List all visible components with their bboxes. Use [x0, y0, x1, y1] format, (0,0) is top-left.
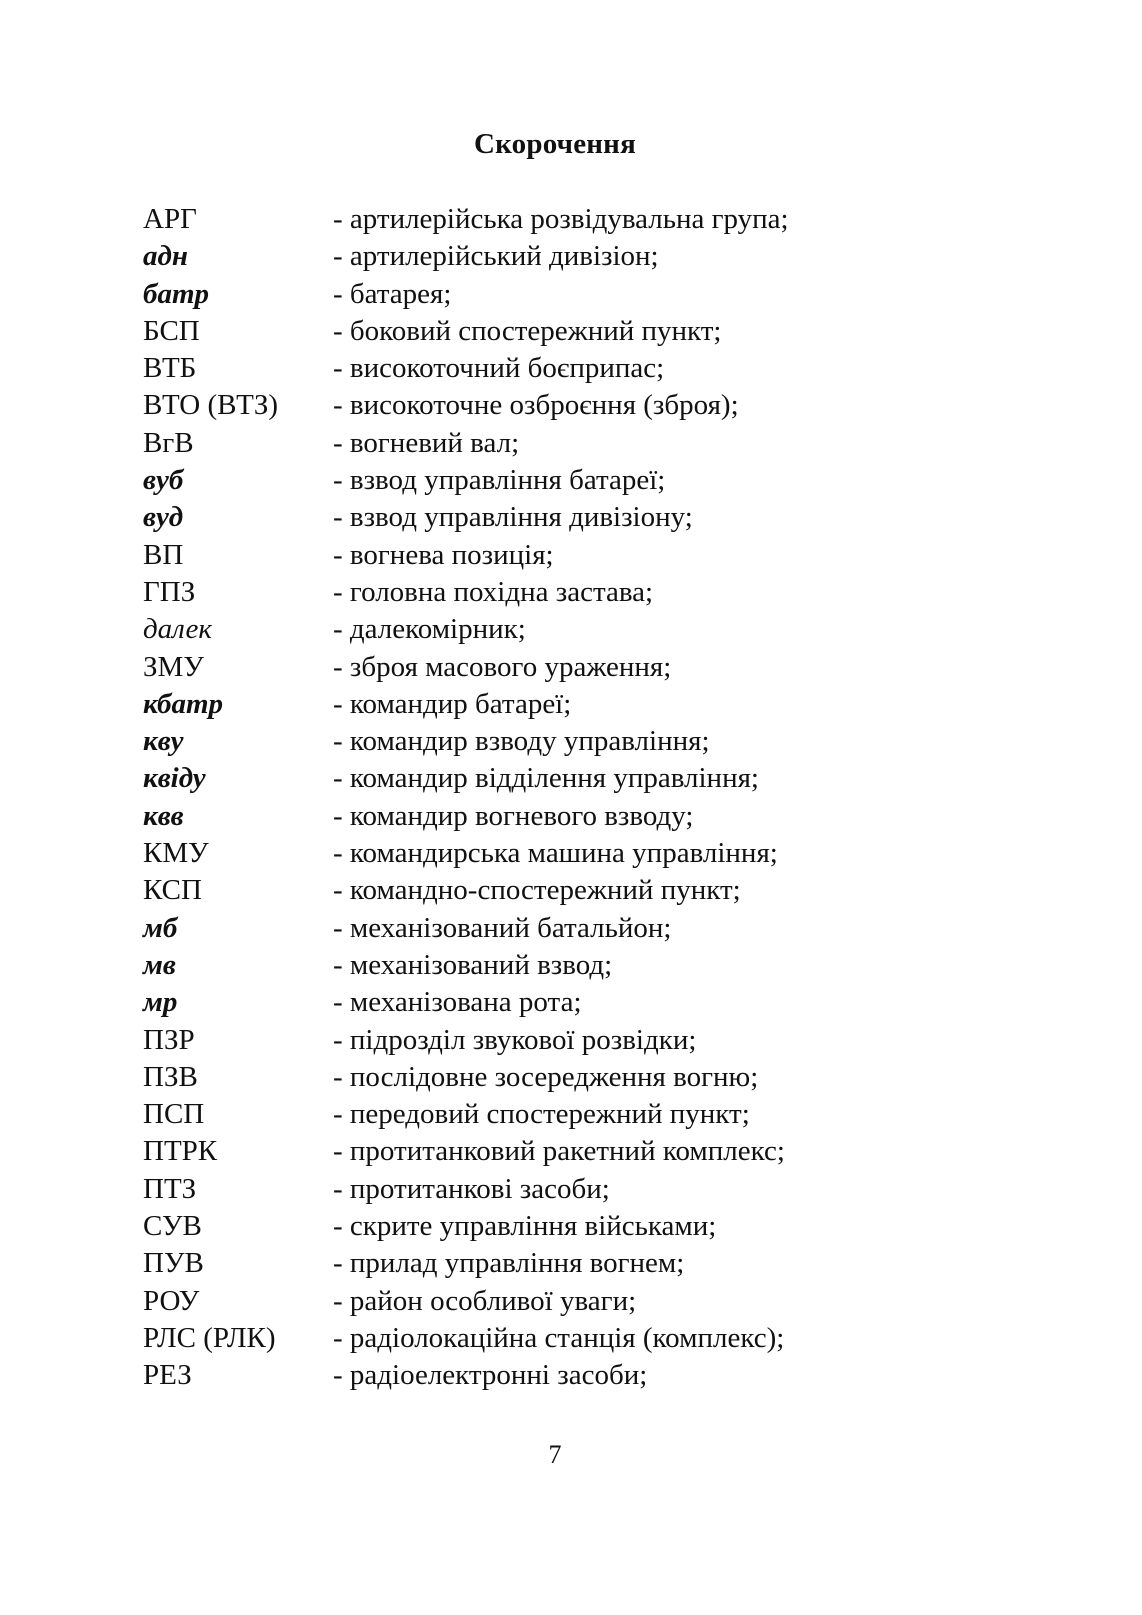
abbreviation-term: ПТЗ: [143, 1172, 197, 1205]
abbreviation-term: батр: [143, 277, 210, 310]
abbreviation-row: [143, 1320, 903, 1357]
abbreviation-row: [143, 1022, 903, 1059]
abbreviation-definition: - боковий спостережний пункт;: [333, 314, 722, 347]
abbreviation-row: [143, 1283, 903, 1320]
abbreviation-term: ПЗВ: [143, 1060, 198, 1093]
abbreviation-definition: - артилерійський дивізіон;: [333, 240, 659, 273]
abbreviation-term: вуб: [143, 464, 184, 497]
abbreviation-term: квв: [143, 799, 184, 832]
abbreviation-term: ВТБ: [143, 352, 197, 385]
abbreviation-definition: - батарея;: [333, 277, 452, 310]
abbreviation-definition: - високоточний боєприпас;: [333, 352, 665, 385]
abbreviation-definition: - артилерійська розвідувальна група;: [333, 203, 789, 235]
abbreviation-definition: - командир відділення управління;: [333, 762, 759, 795]
abbreviation-term: РОУ: [143, 1284, 200, 1317]
abbreviation-term: АРГ: [143, 203, 197, 235]
abbreviation-row: [143, 350, 903, 387]
abbreviation-term: ВгВ: [143, 426, 194, 459]
abbreviation-term: РЕЗ: [143, 1359, 192, 1392]
abbreviation-term: мб: [143, 911, 178, 944]
abbreviation-definition: - підрозділ звукової розвідки;: [333, 1023, 697, 1056]
abbreviation-row: [143, 201, 903, 238]
abbreviation-row: [143, 1171, 903, 1208]
abbreviation-row: [143, 574, 903, 611]
abbreviation-term: ПЗР: [143, 1023, 195, 1056]
abbreviation-term: КМУ: [143, 837, 209, 870]
abbreviation-definition: - протитанковий ракетний комплекс;: [333, 1135, 785, 1168]
abbreviation-row: [143, 425, 903, 462]
abbreviation-definition: - вогневий вал;: [333, 426, 520, 459]
abbreviation-definition: - скрите управління військами;: [333, 1210, 717, 1243]
abbreviation-definition: - радіоелектронні засоби;: [333, 1359, 648, 1392]
abbreviation-term: КСП: [143, 874, 202, 907]
abbreviation-row: [143, 1208, 903, 1245]
abbreviation-row: [143, 462, 903, 499]
abbreviation-row: [143, 947, 903, 984]
abbreviation-row: [143, 835, 903, 872]
abbreviation-definition: - взвод управління дивізіону;: [333, 501, 693, 534]
abbreviation-definition: - командирська машина управління;: [333, 837, 778, 870]
abbreviation-definition: - район особливої уваги;: [333, 1284, 637, 1317]
abbreviation-definition: - послідовне зосередження вогню;: [333, 1060, 759, 1093]
abbreviation-row: [143, 1059, 903, 1096]
abbreviation-term: адн: [143, 240, 188, 273]
abbreviation-definition: - командир батареї;: [333, 687, 572, 720]
abbreviation-definition: - високоточне озброєння (зброя);: [333, 389, 739, 422]
abbreviation-row: [143, 686, 903, 723]
abbreviation-term: кбатр: [143, 687, 224, 720]
abbreviation-row: [143, 387, 903, 424]
abbreviation-definition: - командно-спостережний пункт;: [333, 874, 741, 907]
abbreviation-definition: - механізований взвод;: [333, 948, 613, 981]
abbreviation-term: ЗМУ: [143, 650, 204, 683]
abbreviation-definition: - передовий спостережний пункт;: [333, 1098, 750, 1131]
abbreviation-definition: - радіолокаційна станція (комплекс);: [333, 1321, 785, 1354]
abbreviation-row: [143, 798, 903, 835]
abbreviation-row: [143, 313, 903, 350]
abbreviation-definition: - механізований батальйон;: [333, 911, 672, 944]
abbreviation-definition: - головна похідна застава;: [333, 575, 654, 608]
abbreviation-term: вуд: [143, 501, 184, 534]
abbreviation-definition: - командир взводу управління;: [333, 725, 710, 758]
abbreviation-definition: - прилад управління вогнем;: [333, 1247, 685, 1280]
abbreviation-row: [143, 910, 903, 947]
abbreviation-row: [143, 649, 903, 686]
abbreviation-term: ПТРК: [143, 1135, 218, 1168]
abbreviations-list: [143, 201, 903, 1395]
abbreviation-row: [143, 537, 903, 574]
abbreviation-term: далек: [143, 613, 212, 646]
abbreviation-definition: - взвод управління батареї;: [333, 464, 666, 497]
abbreviation-definition: - вогнева позиція;: [333, 538, 554, 571]
abbreviation-row: [143, 276, 903, 313]
abbreviation-row: [143, 1357, 903, 1394]
abbreviation-term: ВП: [143, 538, 184, 571]
abbreviation-definition: - механізована рота;: [333, 986, 582, 1019]
abbreviation-definition: - зброя масового ураження;: [333, 650, 672, 683]
abbreviation-row: [143, 723, 903, 760]
abbreviation-term: ГПЗ: [143, 575, 196, 608]
abbreviation-term: СУВ: [143, 1210, 202, 1243]
abbreviation-term: ВТО (ВТЗ): [143, 389, 279, 422]
abbreviation-term: БСП: [143, 314, 200, 347]
abbreviation-term: мр: [143, 986, 178, 1019]
abbreviation-term: РЛС (РЛК): [143, 1321, 276, 1354]
abbreviation-row: [143, 1245, 903, 1282]
abbreviation-term: ПУВ: [143, 1247, 204, 1280]
abbreviation-row: [143, 984, 903, 1021]
abbreviation-definition: - далекомірник;: [333, 613, 526, 646]
abbreviation-term: ПСП: [143, 1098, 205, 1131]
page-number: 7: [548, 1440, 562, 1469]
abbreviation-definition: - командир вогневого взводу;: [333, 799, 694, 832]
abbreviation-row: [143, 1133, 903, 1170]
abbreviation-definition: - протитанкові засоби;: [333, 1172, 610, 1205]
abbreviation-term: мв: [143, 948, 176, 981]
page-title: Скорочення: [474, 128, 636, 160]
abbreviation-row: [143, 872, 903, 909]
abbreviation-row: [143, 499, 903, 536]
abbreviation-row: [143, 760, 903, 797]
abbreviation-row: [143, 1096, 903, 1133]
abbreviation-term: квіду: [143, 762, 206, 795]
abbreviation-term: кву: [143, 725, 184, 758]
abbreviation-row: [143, 238, 903, 275]
abbreviation-row: [143, 611, 903, 648]
